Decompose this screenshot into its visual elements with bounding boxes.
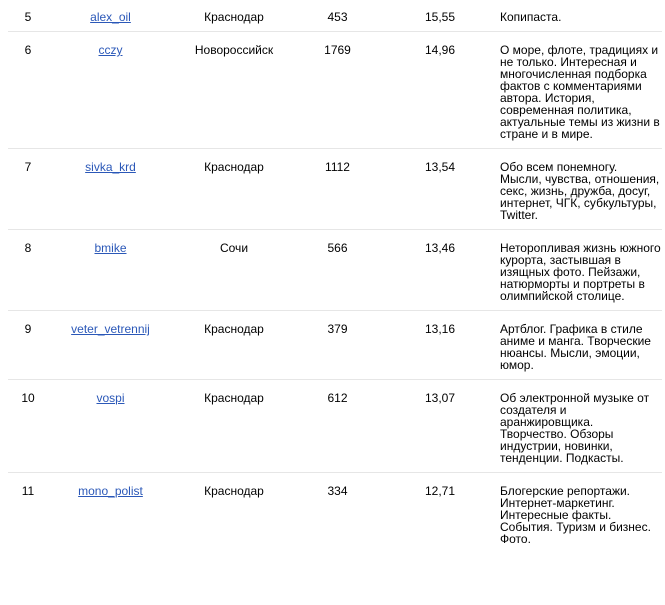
score-cell: 13,54 <box>380 149 500 230</box>
posts-count-cell: 612 <box>295 380 380 473</box>
city-cell: Новороссийск <box>173 32 295 149</box>
description-cell: Об электронной музыке от создателя и аранжировщика. Творчество. Обзоры индустрии, новинки, тенденции. Подкасты. <box>500 380 662 473</box>
blog-user-link[interactable]: cczy <box>98 43 123 57</box>
description-cell: Артблог. Графика в стиле аниме и манга. Творческие нюансы. Мысли, эмоции, юмор. <box>500 311 662 380</box>
city-cell: Сочи <box>173 230 295 311</box>
score-cell: 14,96 <box>380 32 500 149</box>
rank-cell: 10 <box>8 380 48 473</box>
table-row <box>8 473 662 554</box>
posts-count-cell: 1769 <box>295 32 380 149</box>
username-cell <box>48 380 173 473</box>
city-cell: Краснодар <box>173 380 295 473</box>
score-cell: 12,71 <box>424 484 456 498</box>
description-cell: Неторопливая жизнь южного курорта, застывшая в изящных фото. Пейзажи, натюрморты и портреты в олимпийской столице. <box>500 230 662 311</box>
blog-user-link[interactable]: alex_oil <box>90 10 131 24</box>
table-row <box>8 32 662 149</box>
description-cell: Обо всем понемногу. Мысли, чувства, отношения, секс, жизнь, дружба, досуг, интернет, ЧГК, субкультуры, Twitter. <box>500 149 662 230</box>
posts-count-cell: 334 <box>327 484 348 498</box>
score-cell: 15,55 <box>380 0 500 32</box>
rank-cell: 11 <box>21 484 35 498</box>
blog-user-link[interactable]: mono_polist <box>78 484 143 498</box>
blog-user-link[interactable]: veter_vetrennij <box>71 322 150 336</box>
city-cell: Краснодар <box>204 484 264 498</box>
rank-cell: 6 <box>8 32 48 149</box>
posts-count-cell: 566 <box>295 230 380 311</box>
description-cell: О море, флоте, традициях и не только. Интересная и многочисленная подборка фактов с комментариями автора. История, современная политика, актуальные темы из жизни в стране и в мире. <box>500 32 662 149</box>
table-row <box>8 380 662 473</box>
rank-cell: 8 <box>8 230 48 311</box>
rating-table-body <box>8 0 662 553</box>
username-cell <box>48 32 173 149</box>
blog-rating-table <box>8 0 662 553</box>
username-cell <box>48 149 173 230</box>
description-cell: Блогерские репортажи. Интернет-маркетинг. Интересные факты. События. Туризм и бизнес. Фото. <box>500 484 651 546</box>
username-cell <box>48 311 173 380</box>
username-cell <box>48 230 173 311</box>
blog-user-link[interactable]: sivka_krd <box>85 160 136 174</box>
rank-cell: 7 <box>8 149 48 230</box>
score-cell: 13,16 <box>380 311 500 380</box>
blog-user-link[interactable]: bmike <box>94 241 127 255</box>
score-cell: 13,07 <box>380 380 500 473</box>
username-cell <box>48 473 173 554</box>
rank-cell: 5 <box>8 0 48 32</box>
username-cell <box>48 0 173 32</box>
score-cell: 13,46 <box>380 230 500 311</box>
city-cell: Краснодар <box>173 149 295 230</box>
posts-count-cell: 453 <box>295 0 380 32</box>
blog-user-link[interactable]: vospi <box>96 391 125 405</box>
city-cell: Краснодар <box>173 0 295 32</box>
table-row <box>8 230 662 311</box>
table-row <box>8 149 662 230</box>
table-row <box>8 311 662 380</box>
description-cell: Копипаста. <box>500 0 662 32</box>
rank-cell: 9 <box>8 311 48 380</box>
city-cell: Краснодар <box>173 311 295 380</box>
posts-count-cell: 1112 <box>295 149 380 230</box>
posts-count-cell: 379 <box>295 311 380 380</box>
table-row <box>8 0 662 32</box>
